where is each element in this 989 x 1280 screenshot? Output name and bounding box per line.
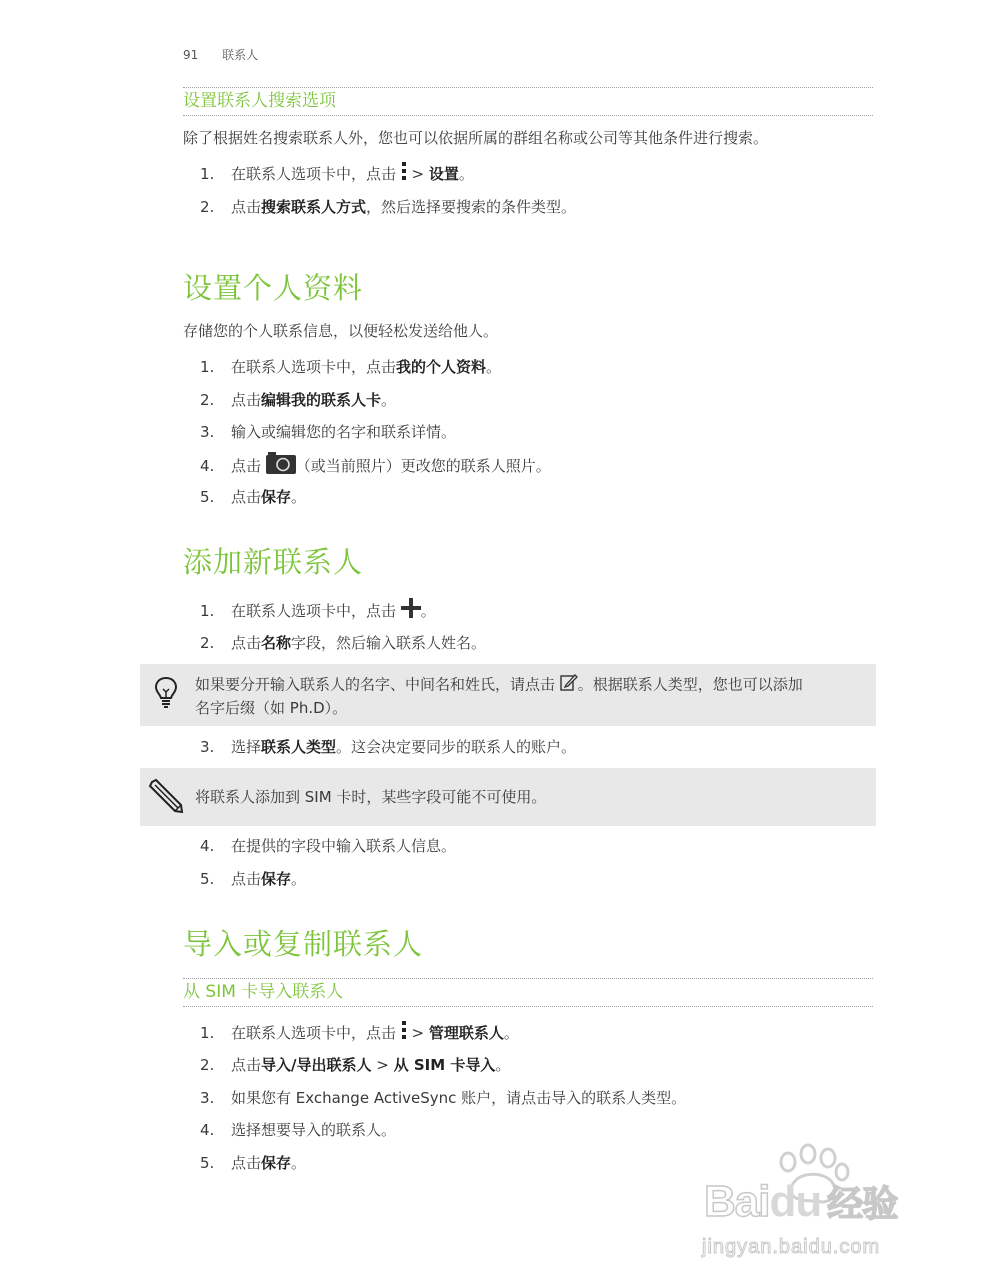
plus-icon	[401, 598, 421, 625]
intro-profile: 存储您的个人联系信息，以便轻松发送给他人。	[183, 322, 499, 340]
list-item: 2. 点击编辑我的联系人卡。	[200, 391, 397, 409]
heading-personal-profile: 设置个人资料	[183, 271, 364, 305]
intro-search: 除了根据姓名搜索联系人外，您也可以依据所属的群组名称或公司等其他条件进行搜索。	[183, 129, 769, 147]
list-item: 5. 点击保存。	[200, 870, 307, 888]
subsection-title-search-options: 设置联系人搜索选项	[183, 87, 873, 116]
note-box	[140, 768, 876, 826]
tip-text: 如果要分开输入联系人的名字、中间名和姓氏，请点击 。根据联系人类型，您也可以添加 名字后缀（如 Ph.D）。	[195, 673, 803, 719]
page-header	[183, 46, 278, 63]
list-item: 4. 选择想要导入的联系人。	[200, 1121, 397, 1139]
watermark-url: jingyan.baidu.com	[702, 1236, 881, 1258]
tip-box	[140, 664, 876, 726]
list-item: 2. 点击搜索联系人方式，然后选择要搜索的条件类型。	[200, 198, 577, 216]
note-text: 将联系人添加到 SIM 卡时，某些字段可能不可使用。	[195, 788, 547, 806]
list-item: 1. 在联系人选项卡中，点击 > 管理联系人。	[200, 1021, 519, 1045]
pencil-icon	[148, 778, 184, 818]
heading-import-copy: 导入或复制联系人	[183, 927, 424, 961]
subsection-title-sim-import: 从 SIM 卡导入联系人	[183, 978, 873, 1007]
section-name: 联系人	[222, 48, 259, 62]
list-item: 1. 在联系人选项卡中，点击我的个人资料。	[200, 358, 502, 376]
list-item: 5. 点击保存。	[200, 1154, 307, 1172]
list-item: 1. 在联系人选项卡中，点击 。	[200, 598, 436, 622]
list-item: 3. 如果您有 Exchange ActiveSync 账户，请点击导入的联系人类型。	[200, 1089, 687, 1107]
list-item: 4. 在提供的字段中输入联系人信息。	[200, 837, 457, 855]
list-item: 4. 点击 （或当前照片）更改您的联系人照片。	[200, 452, 551, 476]
lightbulb-icon	[154, 676, 178, 714]
heading-add-contact: 添加新联系人	[183, 545, 364, 579]
list-item: 5. 点击保存。	[200, 488, 307, 506]
list-item: 1. 在联系人选项卡中，点击 > 设置。	[200, 162, 474, 186]
edit-icon	[560, 673, 578, 697]
list-item: 3. 选择联系人类型。这会决定要同步的联系人的账户。	[200, 738, 577, 756]
list-item: 2. 点击名称字段，然后输入联系人姓名。	[200, 634, 487, 652]
list-item: 3. 输入或编辑您的名字和联系详情。	[200, 423, 457, 441]
baidu-watermark: Baidu 经验 jingyan.baidu.com	[700, 1140, 940, 1270]
page-number: 91	[183, 48, 199, 62]
camera-icon	[266, 452, 296, 481]
list-item: 2. 点击导入/导出联系人 > 从 SIM 卡导入。	[200, 1056, 511, 1074]
